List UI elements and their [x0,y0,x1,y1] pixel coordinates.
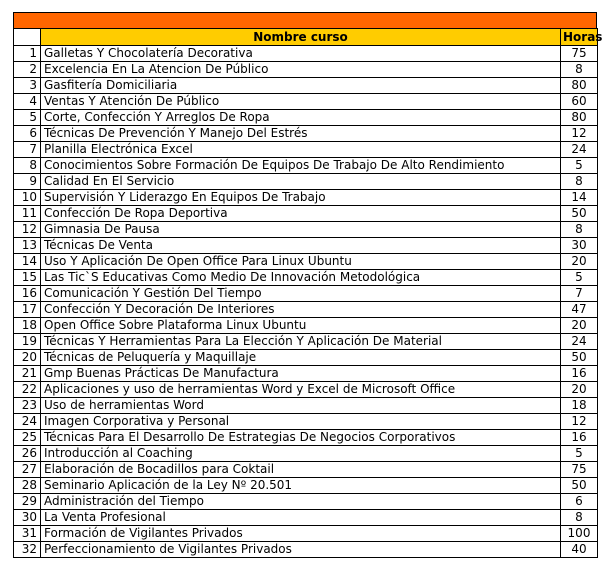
course-name-cell: Técnicas Para El Desarrollo De Estrategias De Negocios Corporativos [41,430,561,446]
table-row [14,62,598,78]
hours-cell: 18 [561,398,598,414]
hours-cell: 16 [561,366,598,382]
course-sheet [13,12,603,558]
course-name-cell: Elaboración de Bocadillos para Coktail [41,462,561,478]
row-number-cell: 25 [14,430,41,446]
hours-column-header: Horas [561,29,598,46]
row-number-cell: 14 [14,254,41,270]
course-name-cell: Confección Y Decoración De Interiores [41,302,561,318]
course-name-cell: Técnicas de Peluquería y Maquillaje [41,350,561,366]
hours-cell: 5 [561,158,598,174]
course-name-cell: Calidad En El Servicio [41,174,561,190]
course-name-cell: Técnicas Y Herramientas Para La Elección Y Aplicación De Material [41,334,561,350]
hours-cell: 75 [561,462,598,478]
hours-cell: 8 [561,62,598,78]
row-number-cell: 21 [14,366,41,382]
table-row [14,542,598,558]
row-number-cell: 23 [14,398,41,414]
course-name-column-header: Nombre curso [41,29,561,46]
row-number-cell: 30 [14,510,41,526]
table-row [14,254,598,270]
hours-cell: 80 [561,78,598,94]
row-number-cell: 31 [14,526,41,542]
course-name-cell: Confección De Ropa Deportiva [41,206,561,222]
hours-cell: 40 [561,542,598,558]
table-row [14,382,598,398]
row-number-cell: 15 [14,270,41,286]
table-row [14,206,598,222]
course-name-cell: Supervisión Y Liderazgo En Equipos De Trabajo [41,190,561,206]
table-row [14,110,598,126]
course-name-cell: Excelencia En La Atencion De Público [41,62,561,78]
table-row [14,238,598,254]
row-number-cell: 22 [14,382,41,398]
row-number-cell: 32 [14,542,41,558]
row-number-cell: 16 [14,286,41,302]
hours-cell: 14 [561,190,598,206]
course-name-cell: Formación de Vigilantes Privados [41,526,561,542]
course-name-cell: Imagen Corporativa y Personal [41,414,561,430]
table-row [14,494,598,510]
course-name-cell: Las Tic`S Educativas Como Medio De Innovación Metodológica [41,270,561,286]
table-row [14,398,598,414]
row-number-cell: 13 [14,238,41,254]
row-number-cell: 24 [14,414,41,430]
table-row [14,222,598,238]
hours-cell: 24 [561,334,598,350]
table-row [14,526,598,542]
course-name-cell: Gimnasia De Pausa [41,222,561,238]
hours-cell: 12 [561,414,598,430]
hours-cell: 5 [561,446,598,462]
table-row [14,142,598,158]
number-column-header [14,29,41,46]
hours-cell: 16 [561,430,598,446]
hours-cell: 8 [561,222,598,238]
course-name-cell: Uso Y Aplicación De Open Office Para Linux Ubuntu [41,254,561,270]
table-row [14,510,598,526]
row-number-cell: 11 [14,206,41,222]
course-name-cell: Aplicaciones y uso de herramientas Word y Excel de Microsoft Office [41,382,561,398]
course-name-cell: Corte, Confección Y Arreglos De Ropa [41,110,561,126]
table-row [14,366,598,382]
course-name-cell: Ventas Y Atención De Público [41,94,561,110]
row-number-cell: 5 [14,110,41,126]
row-number-cell: 26 [14,446,41,462]
hours-cell: 12 [561,126,598,142]
course-name-cell: Gmp Buenas Prácticas De Manufactura [41,366,561,382]
hours-cell: 50 [561,206,598,222]
table-row [14,190,598,206]
course-name-cell: Técnicas De Prevención Y Manejo Del Estrés [41,126,561,142]
course-name-cell: Galletas Y Chocolatería Decorativa [41,46,561,62]
row-number-cell: 27 [14,462,41,478]
row-number-cell: 18 [14,318,41,334]
table-row [14,94,598,110]
hours-cell: 30 [561,238,598,254]
course-name-cell: Técnicas De Venta [41,238,561,254]
table-row [14,446,598,462]
orange-banner [13,12,597,28]
hours-cell: 20 [561,318,598,334]
hours-cell: 100 [561,526,598,542]
course-name-cell: Conocimientos Sobre Formación De Equipos De Trabajo De Alto Rendimiento [41,158,561,174]
table-row [14,286,598,302]
table-row [14,158,598,174]
course-name-cell: Planilla Electrónica Excel [41,142,561,158]
table-row [14,318,598,334]
hours-cell: 5 [561,270,598,286]
table-row [14,270,598,286]
hours-cell: 80 [561,110,598,126]
course-name-cell: Administración del Tiempo [41,494,561,510]
hours-cell: 20 [561,254,598,270]
table-row [14,126,598,142]
hours-cell: 60 [561,94,598,110]
hours-cell: 20 [561,382,598,398]
row-number-cell: 10 [14,190,41,206]
table-body [14,46,598,558]
hours-cell: 50 [561,350,598,366]
row-number-cell: 3 [14,78,41,94]
table-row [14,478,598,494]
hours-cell: 7 [561,286,598,302]
table-row [14,174,598,190]
row-number-cell: 19 [14,334,41,350]
row-number-cell: 6 [14,126,41,142]
row-number-cell: 1 [14,46,41,62]
table-row [14,414,598,430]
course-name-cell: Introducción al Coaching [41,446,561,462]
hours-cell: 50 [561,478,598,494]
row-number-cell: 20 [14,350,41,366]
row-number-cell: 9 [14,174,41,190]
row-number-cell: 28 [14,478,41,494]
course-name-cell: Seminario Aplicación de la Ley Nº 20.501 [41,478,561,494]
hours-cell: 24 [561,142,598,158]
row-number-cell: 17 [14,302,41,318]
table-row [14,78,598,94]
row-number-cell: 2 [14,62,41,78]
row-number-cell: 12 [14,222,41,238]
row-number-cell: 7 [14,142,41,158]
table-row [14,462,598,478]
table-row [14,430,598,446]
course-name-cell: Uso de herramientas Word [41,398,561,414]
row-number-cell: 8 [14,158,41,174]
course-name-cell: Gasfitería Domiciliaria [41,78,561,94]
row-number-cell: 4 [14,94,41,110]
course-name-cell: Comunicación Y Gestión Del Tiempo [41,286,561,302]
course-table [13,28,603,558]
row-number-cell: 29 [14,494,41,510]
table-row [14,350,598,366]
hours-cell: 6 [561,494,598,510]
table-row [14,46,598,62]
hours-cell: 8 [561,510,598,526]
table-header-row [14,29,598,46]
hours-cell: 75 [561,46,598,62]
course-name-cell: Open Office Sobre Plataforma Linux Ubuntu [41,318,561,334]
course-name-cell: Perfeccionamiento de Vigilantes Privados [41,542,561,558]
table-row [14,302,598,318]
hours-cell: 8 [561,174,598,190]
course-name-cell: La Venta Profesional [41,510,561,526]
hours-cell: 47 [561,302,598,318]
table-row [14,334,598,350]
